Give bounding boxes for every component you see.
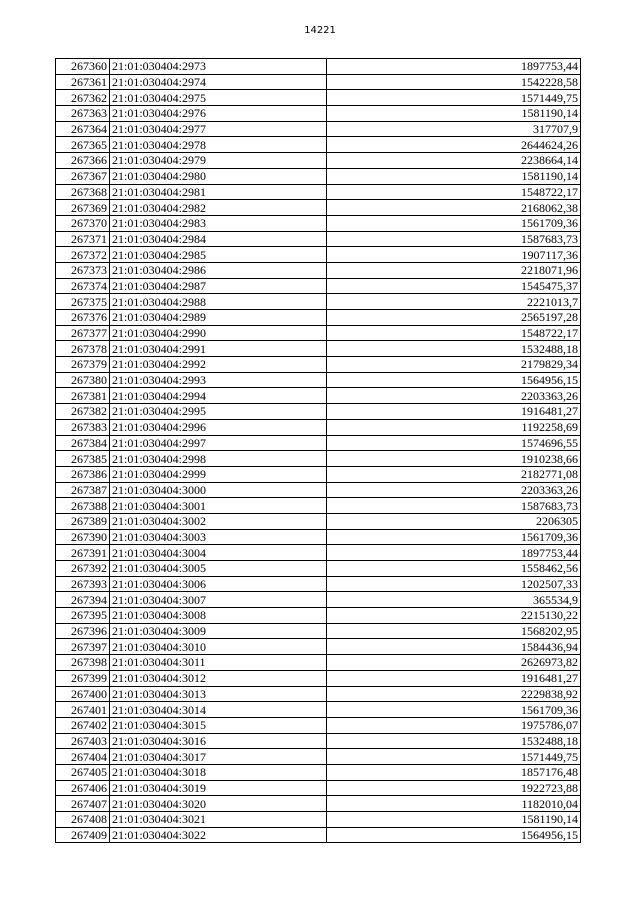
- cadastral-number-cell: 21:01:030404:3007: [110, 592, 327, 608]
- cadastral-number-cell: 21:01:030404:3017: [110, 749, 327, 765]
- row-number-cell: 267397: [56, 639, 110, 655]
- cadastral-number-cell: 21:01:030404:3008: [110, 608, 327, 624]
- row-number-cell: 267404: [56, 749, 110, 765]
- cadastral-number-cell: 21:01:030404:3006: [110, 576, 327, 592]
- table-row: [56, 325, 581, 341]
- cadastral-value-cell: 2203363,26: [327, 388, 581, 404]
- table-row: [56, 576, 581, 592]
- cadastral-number-cell: 21:01:030404:2975: [110, 90, 327, 106]
- cadastral-value-cell: 1587683,73: [327, 231, 581, 247]
- table-row: [56, 59, 581, 75]
- row-number-cell: 267374: [56, 278, 110, 294]
- cadastral-number-cell: 21:01:030404:2979: [110, 153, 327, 169]
- cadastral-value-cell: 1548722,17: [327, 184, 581, 200]
- table-row: [56, 796, 581, 812]
- cadastral-value-cell: 1975786,07: [327, 717, 581, 733]
- cadastral-value-cell: 2238664,14: [327, 153, 581, 169]
- cadastral-number-cell: 21:01:030404:3021: [110, 812, 327, 828]
- table-row: [56, 812, 581, 828]
- cadastral-value-cell: 1545475,37: [327, 278, 581, 294]
- cadastral-number-cell: 21:01:030404:2991: [110, 341, 327, 357]
- cadastral-number-cell: 21:01:030404:2978: [110, 137, 327, 153]
- row-number-cell: 267370: [56, 215, 110, 231]
- row-number-cell: 267371: [56, 231, 110, 247]
- cadastral-value-cell: 1561709,36: [327, 529, 581, 545]
- cadastral-number-cell: 21:01:030404:3020: [110, 796, 327, 812]
- table-row: [56, 247, 581, 263]
- table-row: [56, 74, 581, 90]
- row-number-cell: 267398: [56, 655, 110, 671]
- cadastral-number-cell: 21:01:030404:2987: [110, 278, 327, 294]
- cadastral-number-cell: 21:01:030404:3002: [110, 513, 327, 529]
- table-row: [56, 262, 581, 278]
- row-number-cell: 267399: [56, 670, 110, 686]
- cadastral-value-cell: 1916481,27: [327, 404, 581, 420]
- table-row: [56, 90, 581, 106]
- row-number-cell: 267391: [56, 545, 110, 561]
- cadastral-value-cell: 1916481,27: [327, 670, 581, 686]
- row-number-cell: 267390: [56, 529, 110, 545]
- table-row: [56, 780, 581, 796]
- cadastral-value-cell: 1561709,36: [327, 702, 581, 718]
- row-number-cell: 267361: [56, 74, 110, 90]
- cadastral-number-cell: 21:01:030404:3014: [110, 702, 327, 718]
- cadastral-value-cell: 1564956,15: [327, 827, 581, 843]
- table-row: [56, 498, 581, 514]
- cadastral-number-cell: 21:01:030404:2996: [110, 419, 327, 435]
- cadastral-value-table: [55, 58, 581, 843]
- cadastral-value-cell: 2565197,28: [327, 310, 581, 326]
- cadastral-value-cell: 1584436,94: [327, 639, 581, 655]
- cadastral-number-cell: 21:01:030404:3013: [110, 686, 327, 702]
- cadastral-value-cell: 1907117,36: [327, 247, 581, 263]
- cadastral-number-cell: 21:01:030404:3009: [110, 623, 327, 639]
- cadastral-value-cell: 1192258,69: [327, 419, 581, 435]
- cadastral-value-cell: 1587683,73: [327, 498, 581, 514]
- row-number-cell: 267372: [56, 247, 110, 263]
- row-number-cell: 267403: [56, 733, 110, 749]
- cadastral-number-cell: 21:01:030404:2986: [110, 262, 327, 278]
- row-number-cell: 267368: [56, 184, 110, 200]
- cadastral-value-cell: 1574696,55: [327, 435, 581, 451]
- cadastral-number-cell: 21:01:030404:2998: [110, 451, 327, 467]
- table-row: [56, 482, 581, 498]
- cadastral-value-cell: 1561709,36: [327, 215, 581, 231]
- cadastral-number-cell: 21:01:030404:2974: [110, 74, 327, 90]
- cadastral-number-cell: 21:01:030404:3018: [110, 764, 327, 780]
- cadastral-number-cell: 21:01:030404:3022: [110, 827, 327, 843]
- cadastral-value-cell: 2644624,26: [327, 137, 581, 153]
- cadastral-value-cell: 1857176,48: [327, 764, 581, 780]
- cadastral-value-cell: 1922723,88: [327, 780, 581, 796]
- row-number-cell: 267409: [56, 827, 110, 843]
- cadastral-number-cell: 21:01:030404:2994: [110, 388, 327, 404]
- cadastral-number-cell: 21:01:030404:3010: [110, 639, 327, 655]
- cadastral-value-cell: 1532488,18: [327, 733, 581, 749]
- cadastral-number-cell: 21:01:030404:2997: [110, 435, 327, 451]
- row-number-cell: 267400: [56, 686, 110, 702]
- row-number-cell: 267363: [56, 106, 110, 122]
- table-row: [56, 639, 581, 655]
- cadastral-number-cell: 21:01:030404:2976: [110, 106, 327, 122]
- table-row: [56, 357, 581, 373]
- row-number-cell: 267376: [56, 310, 110, 326]
- table-row: [56, 717, 581, 733]
- cadastral-number-cell: 21:01:030404:2973: [110, 59, 327, 75]
- row-number-cell: 267364: [56, 121, 110, 137]
- row-number-cell: 267385: [56, 451, 110, 467]
- row-number-cell: 267384: [56, 435, 110, 451]
- table-row: [56, 137, 581, 153]
- row-number-cell: 267393: [56, 576, 110, 592]
- row-number-cell: 267383: [56, 419, 110, 435]
- table-row: [56, 435, 581, 451]
- cadastral-number-cell: 21:01:030404:3016: [110, 733, 327, 749]
- table-row: [56, 733, 581, 749]
- table-row: [56, 623, 581, 639]
- row-number-cell: 267366: [56, 153, 110, 169]
- row-number-cell: 267396: [56, 623, 110, 639]
- cadastral-value-cell: 1548722,17: [327, 325, 581, 341]
- table-row: [56, 388, 581, 404]
- table-row: [56, 451, 581, 467]
- row-number-cell: 267360: [56, 59, 110, 75]
- table-row: [56, 278, 581, 294]
- table-row: [56, 466, 581, 482]
- cadastral-value-cell: 1532488,18: [327, 341, 581, 357]
- row-number-cell: 267382: [56, 404, 110, 420]
- table-row: [56, 608, 581, 624]
- table-row: [56, 404, 581, 420]
- page-number: 14221: [304, 25, 336, 36]
- cadastral-number-cell: 21:01:030404:2984: [110, 231, 327, 247]
- row-number-cell: 267392: [56, 561, 110, 577]
- table-row: [56, 153, 581, 169]
- row-number-cell: 267394: [56, 592, 110, 608]
- table-row: [56, 686, 581, 702]
- row-number-cell: 267377: [56, 325, 110, 341]
- table-row: [56, 545, 581, 561]
- row-number-cell: 267406: [56, 780, 110, 796]
- row-number-cell: 267365: [56, 137, 110, 153]
- cadastral-number-cell: 21:01:030404:3003: [110, 529, 327, 545]
- row-number-cell: 267389: [56, 513, 110, 529]
- cadastral-value-cell: 1910238,66: [327, 451, 581, 467]
- table-row: [56, 670, 581, 686]
- cadastral-value-cell: 1897753,44: [327, 59, 581, 75]
- cadastral-number-cell: 21:01:030404:2992: [110, 357, 327, 373]
- table-body: [56, 59, 581, 843]
- row-number-cell: 267401: [56, 702, 110, 718]
- cadastral-value-cell: 1558462,56: [327, 561, 581, 577]
- cadastral-value-cell: 1581190,14: [327, 812, 581, 828]
- cadastral-number-cell: 21:01:030404:2977: [110, 121, 327, 137]
- cadastral-value-cell: 2206305: [327, 513, 581, 529]
- cadastral-value-cell: 2215130,22: [327, 608, 581, 624]
- row-number-cell: 267369: [56, 200, 110, 216]
- cadastral-value-cell: 1571449,75: [327, 749, 581, 765]
- table-row: [56, 294, 581, 310]
- cadastral-value-cell: 2168062,38: [327, 200, 581, 216]
- cadastral-value-cell: 1542228,58: [327, 74, 581, 90]
- cadastral-value-cell: 1571449,75: [327, 90, 581, 106]
- row-number-cell: 267367: [56, 168, 110, 184]
- table-row: [56, 561, 581, 577]
- cadastral-value-cell: 317707,9: [327, 121, 581, 137]
- table-row: [56, 106, 581, 122]
- cadastral-number-cell: 21:01:030404:2980: [110, 168, 327, 184]
- table-row: [56, 419, 581, 435]
- cadastral-value-cell: 1581190,14: [327, 168, 581, 184]
- cadastral-value-cell: 1897753,44: [327, 545, 581, 561]
- row-number-cell: 267373: [56, 262, 110, 278]
- cadastral-value-cell: 2203363,26: [327, 482, 581, 498]
- cadastral-number-cell: 21:01:030404:2995: [110, 404, 327, 420]
- table-row: [56, 200, 581, 216]
- table-row: [56, 184, 581, 200]
- cadastral-value-cell: 1581190,14: [327, 106, 581, 122]
- cadastral-value-cell: 2626973,82: [327, 655, 581, 671]
- cadastral-number-cell: 21:01:030404:2985: [110, 247, 327, 263]
- row-number-cell: 267378: [56, 341, 110, 357]
- table-row: [56, 310, 581, 326]
- row-number-cell: 267387: [56, 482, 110, 498]
- row-number-cell: 267405: [56, 764, 110, 780]
- row-number-cell: 267402: [56, 717, 110, 733]
- cadastral-number-cell: 21:01:030404:2981: [110, 184, 327, 200]
- cadastral-value-cell: 1568202,95: [327, 623, 581, 639]
- table-row: [56, 529, 581, 545]
- table-row: [56, 764, 581, 780]
- cadastral-number-cell: 21:01:030404:2982: [110, 200, 327, 216]
- row-number-cell: 267381: [56, 388, 110, 404]
- cadastral-number-cell: 21:01:030404:3001: [110, 498, 327, 514]
- row-number-cell: 267407: [56, 796, 110, 812]
- cadastral-value-cell: 2182771,08: [327, 466, 581, 482]
- table-row: [56, 215, 581, 231]
- cadastral-number-cell: 21:01:030404:3004: [110, 545, 327, 561]
- row-number-cell: 267408: [56, 812, 110, 828]
- cadastral-number-cell: 21:01:030404:3015: [110, 717, 327, 733]
- cadastral-value-cell: 2218071,96: [327, 262, 581, 278]
- row-number-cell: 267375: [56, 294, 110, 310]
- table-row: [56, 372, 581, 388]
- cadastral-number-cell: 21:01:030404:2988: [110, 294, 327, 310]
- cadastral-value-cell: 2179829,34: [327, 357, 581, 373]
- row-number-cell: 267362: [56, 90, 110, 106]
- cadastral-number-cell: 21:01:030404:3011: [110, 655, 327, 671]
- table-row: [56, 513, 581, 529]
- cadastral-number-cell: 21:01:030404:3005: [110, 561, 327, 577]
- row-number-cell: 267388: [56, 498, 110, 514]
- row-number-cell: 267395: [56, 608, 110, 624]
- table-row: [56, 168, 581, 184]
- cadastral-number-cell: 21:01:030404:3000: [110, 482, 327, 498]
- table-row: [56, 121, 581, 137]
- cadastral-value-cell: 2229838,92: [327, 686, 581, 702]
- table-row: [56, 827, 581, 843]
- cadastral-number-cell: 21:01:030404:2990: [110, 325, 327, 341]
- cadastral-number-cell: 21:01:030404:2993: [110, 372, 327, 388]
- table-row: [56, 702, 581, 718]
- row-number-cell: 267386: [56, 466, 110, 482]
- cadastral-number-cell: 21:01:030404:3012: [110, 670, 327, 686]
- row-number-cell: 267379: [56, 357, 110, 373]
- cadastral-value-cell: 1564956,15: [327, 372, 581, 388]
- cadastral-number-cell: 21:01:030404:2983: [110, 215, 327, 231]
- cadastral-number-cell: 21:01:030404:2989: [110, 310, 327, 326]
- cadastral-number-cell: 21:01:030404:2999: [110, 466, 327, 482]
- cadastral-value-cell: 2221013,7: [327, 294, 581, 310]
- table-row: [56, 231, 581, 247]
- row-number-cell: 267380: [56, 372, 110, 388]
- table-row: [56, 341, 581, 357]
- cadastral-value-cell: 365534,9: [327, 592, 581, 608]
- table-row: [56, 655, 581, 671]
- cadastral-number-cell: 21:01:030404:3019: [110, 780, 327, 796]
- table-row: [56, 592, 581, 608]
- table-row: [56, 749, 581, 765]
- cadastral-value-cell: 1202507,33: [327, 576, 581, 592]
- cadastral-value-cell: 1182010,04: [327, 796, 581, 812]
